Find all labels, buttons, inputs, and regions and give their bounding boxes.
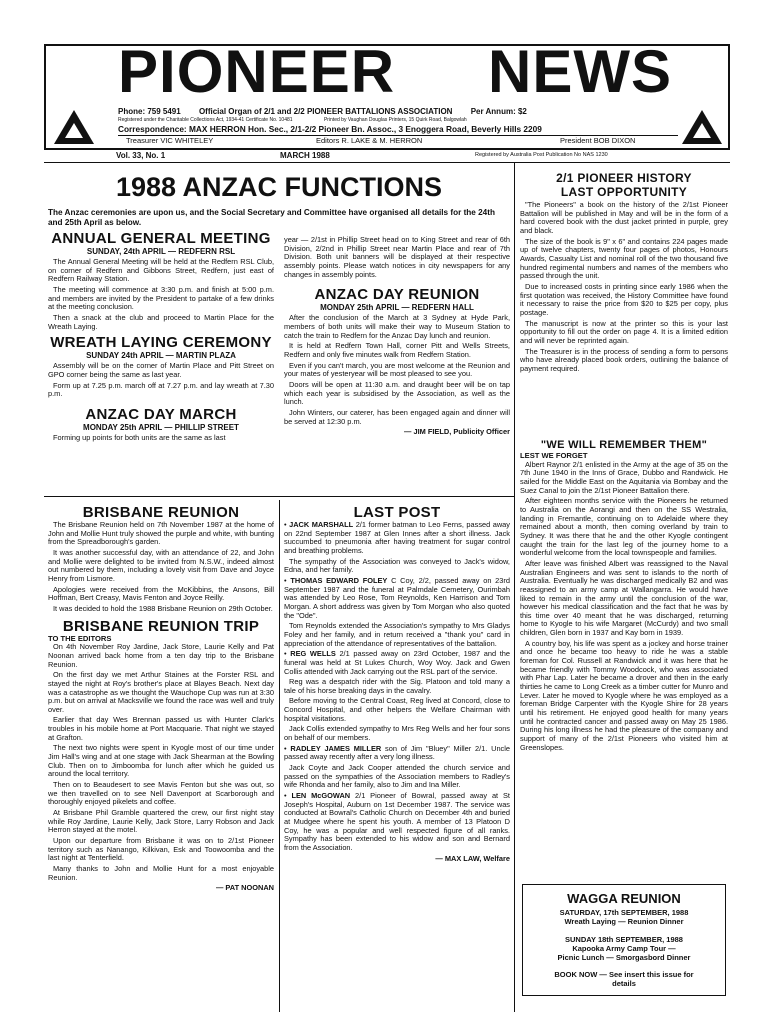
header-rule bbox=[44, 162, 730, 163]
obituary-paragraph: Before moving to the Central Coast, Reg lived at Concord, close to Concord Hospital, and other helpers the Welfare Chairman with hospital visitations. bbox=[284, 696, 510, 723]
history-subheading: LAST OPPORTUNITY bbox=[560, 185, 688, 199]
reunion-paragraph: After the conclusion of the March at 3 Sydney at Hyde Park, members of both units will make their way to Museum Station to catch the train to Redfern for the Anzac Day lunch and reunion. bbox=[284, 313, 510, 340]
remember-paragraph: After leave was finished Albert was reassigned to the Naval Australian Engineers and was sent to islands to the north of Australia. Eventually he was discharged medically B2 and was reassigned to an army camp at Wallangarra. He would have liked to remain in the army until the conclusion of the war, however his medical classification and the fact that he was by this time over 40 meant that he was discharged, returning home to Kyogle to his wife Margaret (McCurdy) and two small children, Glen born in 1937 and Kay born in 1939. bbox=[520, 558, 728, 638]
registration-note: Registered under the Charitable Collections Act, 1934-41 Certificate No. 10481 bbox=[118, 117, 293, 123]
brisbane-paragraph: It was another successful day, with an attendance of 22, and John and Mollie were delighted to be invited from N.S.W., indeed almost out numbered by them, including a lovely visit from Dave and Joyce Henry from Lismore. bbox=[48, 547, 274, 583]
masthead bbox=[44, 38, 730, 150]
brisbane-paragraph: Apologies were received from the McKibbins, the Ansons, Bill Hoffman, Bert Creasy, Mavis Fenton and Joyce Reilly. bbox=[48, 584, 274, 603]
wreath-heading: WREATH LAYING CEREMONY bbox=[50, 334, 272, 352]
obituary-text: son of Jim "Bluey" Miller 2/1. Uncle passed away recently after a very long illness. bbox=[284, 743, 510, 762]
trip-paragraph: At Brisbane Phil Gramble quartered the crew, our first night stay while Roy Jardine, Laurie Kelly, Jack Store, Larry Robson and Jack Herron stayed at the motel. bbox=[48, 808, 274, 835]
column-divider bbox=[514, 162, 515, 1012]
wagga-line: Kapooka Army Camp Tour — bbox=[572, 944, 676, 953]
trip-paragraph: Then on to Beaudesert to see Mavis Fenton but she was out, so we then travelled on to see Nell Davenport at Scarborough and thoroughly enjoyed pikelets and coffee. bbox=[48, 780, 274, 807]
obituary-entry: • THOMAS EDWARD FOLEY C Coy, 2/2, passed away on 23rd September 1987 and the funeral at Palmdale Cemetery, Ourimbah was attended by Leo Rose, Tom Reynolds, Ken Harrison and Tom Morgan. A short address was given by Tom Morgan who also quoted the "Ode". bbox=[284, 575, 510, 620]
march-paragraph: Forming up points for both units are the same as last bbox=[53, 432, 226, 442]
agm-heading: ANNUAL GENERAL MEETING bbox=[51, 230, 271, 247]
lead-column-2 bbox=[284, 236, 510, 439]
obituary-entry: • LEN McGOWAN 2/1 Pioneer of Bowral, passed away at St Joseph's Hospital, Auburn on 1st December 1987. The service was conducted at Bowral's Catholic Church on December 4th and buried at Mudgee where he spent his youth. A member of 13 Platoon D Coy, he was a popular and well respected figure of all ranks. Sympathy has been extended to his widow and son and Bernard from the Association. bbox=[284, 791, 510, 852]
printer-note: Printed by Vaughan Douglas Printers, 15 Quirk Road, Balgowlah bbox=[323, 117, 467, 123]
obituary-paragraph: Jack Coyte and Jack Cooper attended the church service and passed on the sympathies of the Association members to Radley's wife Rhonda and her family, also to Jim and Ina Miller. bbox=[284, 763, 510, 790]
official-organ: Official Organ of 2/1 and 2/2 PIONEER BATTALIONS ASSOCIATION bbox=[198, 107, 453, 116]
editors: Editors R. LAKE & M. HERRON bbox=[316, 136, 423, 145]
trip-subheading: TO THE EDITORS bbox=[48, 633, 112, 643]
lower-column-divider bbox=[279, 500, 280, 1012]
wreath-subheading: SUNDAY 24th APRIL — MARTIN PLAZA bbox=[86, 351, 236, 361]
trip-paragraph: Many thanks to John and Mollie Hunt for a most enjoyable Reunion. bbox=[48, 863, 274, 882]
obituary-entry: • JACK MARSHALL 2/1 former batman to Leo Ferns, passed away on 22nd September 1987 at Glen Innes after a short illness. Jack succumbed to pneumonia after having treatment for sugar control and breathing problems. bbox=[284, 520, 510, 555]
pioneer-emblem-right-icon bbox=[682, 110, 722, 144]
lead-bottom-rule bbox=[44, 496, 514, 497]
lead-headline: 1988 ANZAC FUNCTIONS bbox=[115, 172, 443, 202]
masthead-info-row bbox=[118, 107, 678, 116]
reunion-signature: — JIM FIELD, Publicity Officer bbox=[404, 427, 510, 437]
wreath-paragraph: Assembly will be on the corner of Martin Place and Pitt Street on GPO corner being the same as last year. bbox=[48, 361, 274, 379]
remember-paragraph: Albert Raynor 2/1 enlisted in the Army at the age of 35 on the 7th June 1940 in the Inns of Grace, Dubbo and Randwick. He sailed for the Middle East on the Aquitania via Bombay and the Suez Canal to join the 2/1st Pioneer Battalion there. bbox=[520, 459, 728, 495]
wagga-line: Wreath Laying — Reunion Dinner bbox=[564, 917, 684, 926]
reunion-paragraph: John Winters, our caterer, has been engaged again and dinner will be served at 12:30 p.m. bbox=[284, 407, 510, 426]
remember-paragraph: After eighteen months service with the Pioneers he returned to Australia on the Aorangi and then on the SS Westralia, landing in Fremantle, continuing on to Adelaide where they remained about a month, then coming overland by train to Sydney. It was there that he and the other Kyogle contingent caught the train for the last leg of the journey home to a wonderful welcome from the local townspeople and families. bbox=[520, 496, 728, 558]
history-article bbox=[520, 172, 728, 375]
trip-paragraph: Earlier that day Wes Brennan passed us with Hunter Clark's troubles in his mobile home at Port Macquarie. That night we stayed at Grafton. bbox=[48, 715, 274, 742]
last-post-article bbox=[284, 502, 510, 865]
obituary-name: THOMAS EDWARD FOLEY bbox=[290, 575, 388, 585]
president: President BOB DIXON bbox=[560, 136, 636, 145]
trip-heading: BRISBANE REUNION TRIP bbox=[62, 617, 260, 635]
trip-paragraph: Upon our departure from Brisbane it was on to 2/1st Pioneer territory such as Nanango, Kilkivan, Esk and Toowoomba and the last night at Tenterfield. bbox=[48, 836, 274, 863]
march-continued: year — 2/1st in Phillip Street head on to King Street and rear of 6th Division, 2/2nd in Phillip Street near Martin Place and rear of 7th Division. Both unit banners will be displayed at their respective assembly points. Please watch notices in city newspapers for any changes in assembly points. bbox=[284, 235, 510, 279]
reunion-paragraph: Doors will be open at 11:30 a.m. and draught beer will be on tap which each year is subsidised by the Association, as well as the lunch. bbox=[284, 379, 510, 407]
march-subheading: MONDAY 25th APRIL — PHILLIP STREET bbox=[83, 422, 239, 432]
trip-paragraph: The next two nights were spent in Kyogle most of our time under Jim Hall's wing and at one stage with Jack Shearman at the Bowling Club. Then on to Jimboomba for lunch after which he guided us around the local territory. bbox=[48, 743, 274, 779]
reunion-paragraph: Even if you can't march, you are most welcome at the Reunion and your mates of yesteryear will be most pleased to see you. bbox=[284, 360, 510, 379]
agm-paragraph: The meeting will commence at 3:30 p.m. and finish at 5:00 p.m. and members are invited by the President to partake of a few drinks at the meeting conclusion. bbox=[48, 284, 274, 312]
pioneer-emblem-left-icon bbox=[54, 110, 94, 144]
masthead-registration bbox=[118, 117, 678, 123]
obituary-text: C Coy, 2/2, passed away on 23rd September 1987 and the funeral at Palmdale Cemetery, Ourimbah was attended by Leo Rose, Tom Reynolds, Ken Harrison and Tom Morgan. A short address was given by Tom Morgan who also quoted the "Ode". bbox=[284, 575, 510, 620]
obituary-paragraph: Reg was a despatch rider with the Sig. Platoon and told many a tale of his horse breaking days in the cavalry. bbox=[284, 677, 510, 695]
obituary-paragraph: Jack Collis extended sympathy to Mrs Reg Wells and her four sons on behalf of our members. bbox=[284, 724, 510, 743]
remember-article bbox=[520, 436, 728, 754]
wagga-heading: WAGGA REUNION bbox=[567, 891, 681, 906]
obituary-name: LEN McGOWAN bbox=[291, 791, 351, 801]
agm-paragraph: Then a snack at the club and proceed to Martin Place for the Wreath Laying. bbox=[48, 312, 274, 331]
obituary-text: 2/1 former batman to Leo Ferns, passed away on 22nd September 1987 at Glen Innes after a short illness. Jack succumbed to pneumonia after having treatment for sugar control and breathing problems. bbox=[284, 520, 510, 555]
lead-column-1 bbox=[48, 228, 274, 445]
obituary-text: 2/1 Pioneer of Bowral, passed away at St Joseph's Hospital, Auburn on 1st December 1987. The service was conducted at Bowral's Catholic Church on December 4th and buried at Mudgee where he spent his youth. A member of 13 Platoon D Coy, he was a popular and well respected figure of all ranks. Sympathy has been extended to his widow and son and Bernard from the Association. bbox=[284, 791, 510, 852]
wagga-line: SATURDAY, 17th SEPTEMBER, 1988 bbox=[559, 908, 689, 917]
trip-signature: — PAT NOONAN bbox=[215, 883, 274, 893]
brisbane-heading: BRISBANE REUNION bbox=[82, 504, 240, 521]
history-paragraph: The size of the book is 9" x 6" and contains 224 pages made up of twelve chapters, twenty four pages of photos, Honours Awards, Casualty List and nominal roll of the two thousand five hundred regimental numbers and names of the members who passed through the unit. bbox=[520, 236, 728, 281]
reunion-paragraph: It is held at Redfern Town Hall, corner Pitt and Wells Streets, Redfern and only five minutes walk from Redfern Station. bbox=[284, 341, 510, 359]
remember-subheading: LEST WE FORGET bbox=[520, 451, 588, 460]
obituary-paragraph: The sympathy of the Association was conveyed to Jack's widow, Edna, and her family. bbox=[284, 556, 510, 575]
masthead-title-left: PIONEER bbox=[118, 38, 396, 105]
brisbane-paragraph: It was decided to hold the 1988 Brisbane Reunion on 29th October. bbox=[53, 603, 273, 613]
history-paragraph: Due to increased costs in printing since early 1986 when the first quotation was received, the History Committee have found it necessary to raise the price from $20 to $25 per copy, plus postage. bbox=[520, 281, 728, 317]
lead-intro: The Anzac ceremonies are upon us, and the Social Secretary and Committee have organised all details for the 24th and 25th April as below. bbox=[48, 208, 495, 227]
brisbane-paragraph: The Brisbane Reunion held on 7th November 1987 at the home of John and Mollie Hunt truly showed the purple and white, with bunting from the Spreadborough's garden. bbox=[48, 520, 274, 547]
obituary-entry: • RADLEY JAMES MILLER son of Jim "Bluey" Miller 2/1. Uncle passed away recently after a very long illness. bbox=[284, 743, 510, 762]
obituary-entry: • REG WELLS 2/1 passed away on 23rd October, 1987 and the funeral was held at St Lukes Church, Woy Woy. Jack and Gwen Collis attended with Jack carrying out the RSL part of the service. bbox=[284, 649, 510, 676]
history-heading: 2/1 PIONEER HISTORY bbox=[556, 171, 692, 185]
history-paragraph: The manuscript is now at the printer so this is your last opportunity to fill out the order on page 4. It is a limited edition and will never be reprinted again. bbox=[520, 318, 728, 345]
correspondence-address: Correspondence: MAX HERRON Hon. Sec., 2/1-2/2 Pioneer Bn. Assoc., 3 Enoggera Road, Beverly Hills 2209 bbox=[118, 124, 542, 134]
last-post-heading: LAST POST bbox=[353, 504, 441, 521]
issue-date: MARCH 1988 bbox=[280, 151, 330, 160]
agm-subheading: SUNDAY, 24th APRIL — REDFERN RSL bbox=[86, 247, 236, 256]
remember-heading: "WE WILL REMEMBER THEM" bbox=[540, 439, 708, 451]
wagga-line: Picnic Lunch — Smorgasbord Dinner bbox=[557, 953, 691, 962]
reunion-heading: ANZAC DAY REUNION bbox=[314, 286, 480, 304]
reunion-subheading: MONDAY 25th APRIL — REDFERN HALL bbox=[320, 303, 474, 313]
history-paragraph: "The Pioneers" a book on the history of the 2/1st Pioneer Battalion will be published in May and will be in the form of a hard covered book with the dust jacket printed in purple, grey and black. bbox=[520, 200, 728, 235]
treasurer: Treasurer VIC WHITELEY bbox=[126, 136, 214, 145]
volume-number: Vol. 33, No. 1 bbox=[116, 151, 166, 160]
obituary-paragraph: Tom Reynolds extended the Association's sympathy to Mrs Gladys Foley and her family, and in return received a "thank you" card in appreciation of the attendance of representatives of the battalion. bbox=[284, 621, 510, 648]
trip-paragraph: On the first day we met Arthur Staines at the Forster RSL and stayed the night at Roy's brother's place at Blayes Beach. Next day was a catastrophe as we thought the Wauchope Cup was run at 3:30 p.m. but on arrival at Macksville we found the race was well and truly over. bbox=[48, 670, 274, 714]
wagga-line: SUNDAY 18th SEPTEMBER, 1988 bbox=[565, 935, 683, 944]
obituary-name: REG WELLS bbox=[290, 649, 336, 659]
obituary-name: RADLEY JAMES MILLER bbox=[290, 743, 382, 753]
wreath-paragraph: Form up at 7.25 p.m. march off at 7.27 p.m. and lay wreath at 7.30 p.m. bbox=[48, 380, 274, 399]
phone-number: Phone: 759 5491 bbox=[118, 107, 181, 116]
post-registration: Registered by Australia Post Publication No NAS 1230 bbox=[475, 152, 608, 158]
agm-paragraph: The Annual General Meeting will be held at the Redfern RSL Club, on corner of Redfern and Gibbons Street, Redfern, just east of Redfern Railway Station. bbox=[48, 257, 274, 284]
last-post-signature: — MAX LAW, Welfare bbox=[435, 853, 510, 863]
remember-paragraph: A country boy, his life was spent as a jockey and horse trainer and once he became too heavy to ride he was a stable foreman for Col. Russell at Randwick and it was here that he became friendly with Tommy Woodcock, who was associated with Phar Lap. Later he became a drover and then in the early thirties he came to Long Creek as a timber cutter for Munro and Lever. Later he moved to Kyogle where he was employed as a foreman Bridge Carpenter with the Kyogle Shire for 28 years until his retirement. He enjoyed good health for many years until he contracted cancer and passed away on May 25 1986. During his long illness he had the pleasure of the company and support of many of the 2/1st Pioneers who visited him at Greenslopes. bbox=[520, 638, 728, 752]
history-paragraph: The Treasurer is in the process of sending a form to persons who have already placed book orders, outlining the balance of payment required. bbox=[520, 346, 728, 373]
masthead-title-right: NEWS bbox=[488, 38, 672, 105]
brisbane-articles bbox=[48, 502, 274, 895]
wagga-line: BOOK NOW — See insert this issue for details bbox=[554, 970, 694, 988]
wagga-reunion-box bbox=[522, 884, 726, 996]
subscription-price: Per Annum: $2 bbox=[470, 107, 527, 116]
obituary-name: JACK MARSHALL bbox=[289, 520, 354, 529]
trip-paragraph: On 4th November Roy Jardine, Jack Store, Laurie Kelly and Pat Noonan arrived back home from a ten day trip to the Brisbane Reunion. bbox=[48, 642, 274, 669]
march-heading: ANZAC DAY MARCH bbox=[85, 405, 237, 423]
obituary-text: 2/1 passed away on 23rd October, 1987 and the funeral was held at St Lukes Church, Woy Woy. Jack and Gwen Collis attended with Jack carrying out the RSL part of the service. bbox=[284, 649, 510, 676]
